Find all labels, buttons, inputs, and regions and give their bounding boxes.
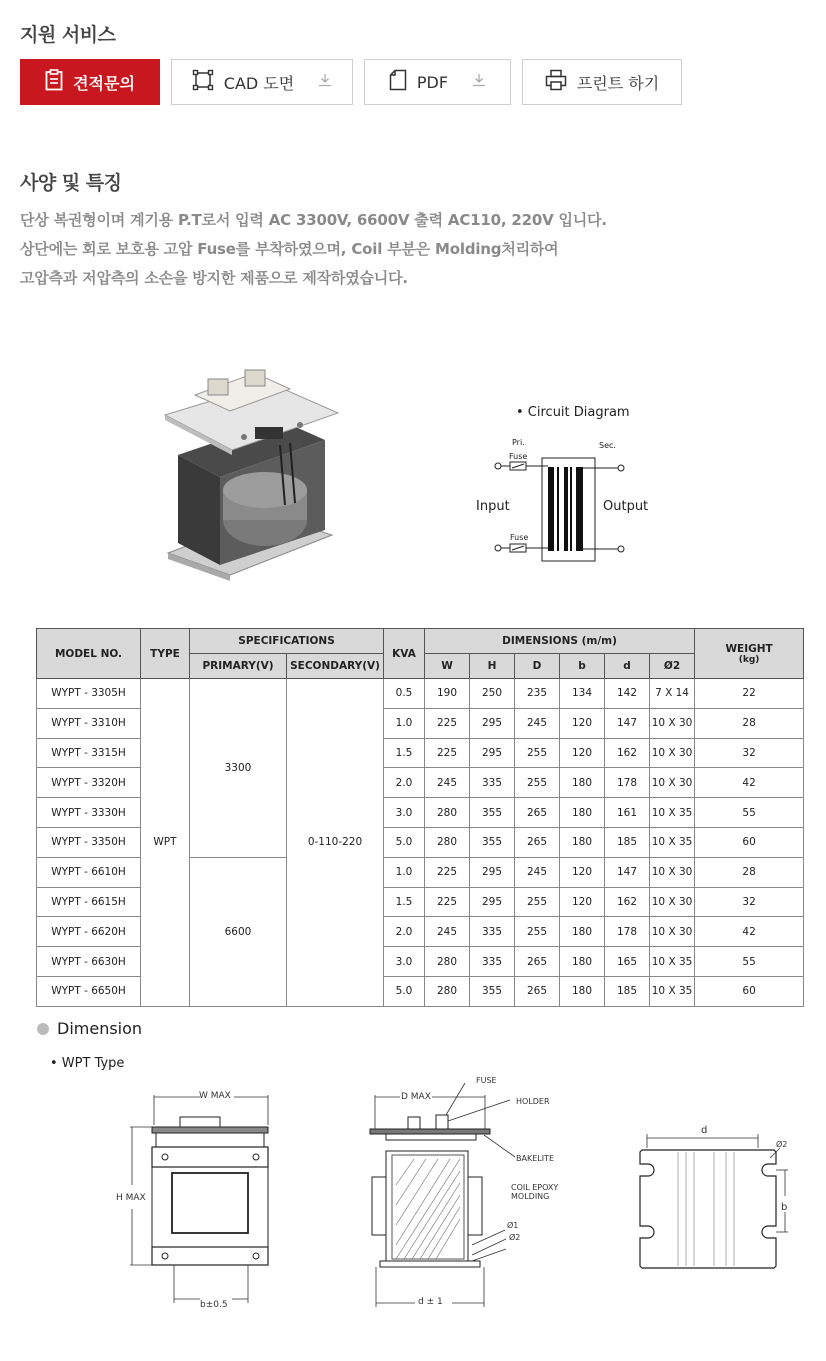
h-cell: 355 [470,827,515,857]
phi2-cell: 10 X 35 [650,976,695,1006]
features-title: 사양 및 특징 [20,172,122,194]
phi2-cell: 10 X 30 [650,887,695,917]
document-icon [389,69,407,95]
d-cell: 235 [515,679,560,709]
bullet-icon [37,1023,49,1035]
coil-epoxy-label: COIL EPOXY [511,1183,559,1192]
d-cell: 255 [515,768,560,798]
w-cell: 280 [425,798,470,828]
d-cell: 255 [515,917,560,947]
print-label: 프린트 하기 [576,73,660,93]
dimension-subtitle: • WPT Type [50,1056,125,1071]
model-cell: WYPT - 3315H [37,738,141,768]
d-max-label: D MAX [401,1092,431,1102]
d-small-cell: 161 [605,798,650,828]
secondary-cell: 0-110-220 [287,679,384,1007]
dimension-title: Dimension [57,1019,143,1038]
d-small-cell: 162 [605,738,650,768]
w-cell: 280 [425,947,470,977]
h-cell: 355 [470,976,515,1006]
weight-cell: 42 [695,917,804,947]
output-label: Output [603,499,649,514]
weight-cell: 28 [695,857,804,887]
phi2-cell: 10 X 30 [650,738,695,768]
w-cell: 245 [425,768,470,798]
d-tolerance-label: d ± 1 [418,1297,443,1307]
b-cell: 180 [560,768,605,798]
h-cell: 335 [470,917,515,947]
kva-cell: 1.0 [384,857,425,887]
d-small-cell: 147 [605,857,650,887]
transformer-product-image [160,365,340,590]
d-cell: 265 [515,976,560,1006]
side-view-drawing [360,1075,595,1315]
type-cell: WPT [141,679,190,1007]
fuse-label-bottom: Fuse [510,533,529,542]
model-cell: WYPT - 3350H [37,827,141,857]
b-cell: 180 [560,917,605,947]
quote-inquiry-button[interactable] [20,59,160,105]
weight-cell: 55 [695,947,804,977]
download-icon [318,73,332,91]
model-cell: WYPT - 3330H [37,798,141,828]
phi2-cell: 10 X 30 [650,708,695,738]
d-small-cell: 185 [605,827,650,857]
secondary-label: Sec. [599,441,616,450]
fuse-label-top: Fuse [509,452,528,461]
model-cell: WYPT - 6610H [37,857,141,887]
frame-icon [192,69,214,95]
header-w: W [425,654,470,679]
d-small-cell: 185 [605,976,650,1006]
holder-label: HOLDER [516,1097,550,1106]
phi2-cell: 7 X 14 [650,679,695,709]
model-cell: WYPT - 3305H [37,679,141,709]
specifications-table-body [37,679,804,1007]
d-small-cell: 178 [605,768,650,798]
model-cell: WYPT - 6620H [37,917,141,947]
d-small-cell: 178 [605,917,650,947]
b-cell: 120 [560,857,605,887]
fuse-label: FUSE [476,1076,497,1085]
d-small-cell: 147 [605,708,650,738]
phi2-cell: 10 X 30 [650,917,695,947]
phi2-label: Ø2 [509,1233,521,1242]
header-d-small: d [605,654,650,679]
pdf-label: PDF [416,72,449,92]
b-cell: 134 [560,679,605,709]
base-d-label: d [701,1125,708,1136]
h-cell: 250 [470,679,515,709]
d-cell: 245 [515,708,560,738]
cad-drawing-button[interactable] [171,59,353,105]
w-max-label: W MAX [199,1091,231,1101]
phi2-cell: 10 X 35 [650,798,695,828]
primary-cell: 6600 [190,857,287,1006]
header-secondary: SECONDARY(V) [287,654,384,679]
header-dimensions: DIMENSIONS (m/m) [425,629,695,654]
h-cell: 355 [470,798,515,828]
d-cell: 255 [515,887,560,917]
d-cell: 245 [515,857,560,887]
kva-cell: 1.5 [384,887,425,917]
kva-cell: 3.0 [384,947,425,977]
weight-cell: 42 [695,768,804,798]
phi2-cell: 10 X 30 [650,857,695,887]
features-description [20,206,607,293]
header-d: D [515,654,560,679]
phi2-cell: 10 X 30 [650,768,695,798]
printer-icon [545,69,567,95]
header-h: H [470,654,515,679]
b-cell: 180 [560,798,605,828]
w-cell: 190 [425,679,470,709]
weight-cell: 32 [695,738,804,768]
kva-cell: 2.0 [384,768,425,798]
h-cell: 295 [470,708,515,738]
pdf-button[interactable] [364,59,511,105]
d-small-cell: 165 [605,947,650,977]
header-specifications: SPECIFICATIONS [190,629,384,654]
h-cell: 335 [470,768,515,798]
header-kva: KVA [384,629,425,679]
features-line: 상단에는 회로 보호용 고압 Fuse를 부착하였으며, Coil 부분은 Molding처리하여 [20,240,559,258]
model-cell: WYPT - 6615H [37,887,141,917]
kva-cell: 1.0 [384,708,425,738]
header-phi2: Ø2 [650,654,695,679]
weight-cell: 28 [695,708,804,738]
w-cell: 280 [425,827,470,857]
d-cell: 255 [515,738,560,768]
primary-cell: 3300 [190,679,287,858]
weight-cell: 22 [695,679,804,709]
w-cell: 245 [425,917,470,947]
model-cell: WYPT - 6650H [37,976,141,1006]
w-cell: 225 [425,738,470,768]
base-b-label: b [781,1202,788,1213]
phi2-cell: 10 X 35 [650,827,695,857]
circuit-diagram [490,455,630,565]
header-model: MODEL NO. [37,629,141,679]
cad-drawing-label: CAD 도면 [223,73,295,93]
quote-inquiry-label: 견적문의 [73,73,135,93]
kva-cell: 1.5 [384,738,425,768]
base-plate-drawing [630,1130,800,1275]
specifications-table [36,628,804,1007]
model-cell: WYPT - 3320H [37,768,141,798]
header-primary: PRIMARY(V) [190,654,287,679]
header-weight [695,629,804,679]
clipboard-icon [45,69,63,95]
h-cell: 295 [470,738,515,768]
table-row [37,679,804,709]
base-phi2-label: Ø2 [776,1140,788,1149]
kva-cell: 5.0 [384,976,425,1006]
molding-label: MOLDING [511,1192,550,1201]
d-cell: 265 [515,827,560,857]
phi2-cell: 10 X 35 [650,947,695,977]
features-line: 고압측과 저압측의 소손을 방지한 제품으로 제작하였습니다. [20,269,408,287]
w-cell: 280 [425,976,470,1006]
kva-cell: 3.0 [384,798,425,828]
input-label: Input [476,499,510,514]
model-cell: WYPT - 3310H [37,708,141,738]
b-cell: 120 [560,887,605,917]
b-cell: 120 [560,738,605,768]
d-small-cell: 142 [605,679,650,709]
b-cell: 120 [560,708,605,738]
kva-cell: 2.0 [384,917,425,947]
weight-cell: 60 [695,827,804,857]
b-cell: 180 [560,947,605,977]
d-cell: 265 [515,947,560,977]
b-tolerance-label: b±0.5 [200,1300,228,1310]
d-small-cell: 162 [605,887,650,917]
d-cell: 265 [515,798,560,828]
kva-cell: 5.0 [384,827,425,857]
primary-label: Pri. [512,438,525,447]
download-icon [472,73,486,91]
kva-cell: 0.5 [384,679,425,709]
b-cell: 180 [560,976,605,1006]
model-cell: WYPT - 6630H [37,947,141,977]
weight-cell: 60 [695,976,804,1006]
h-cell: 295 [470,887,515,917]
header-weight-label: WEIGHT [725,642,773,655]
b-cell: 180 [560,827,605,857]
features-line: 단상 복권형이며 계기용 P.T로서 입력 AC 3300V, 6600V 출력 AC110, 220V 입니다. [20,211,607,229]
circuit-diagram-title: • Circuit Diagram [516,405,630,420]
header-weight-unit: (kg) [738,654,760,665]
support-title: 지원 서비스 [20,24,116,46]
weight-cell: 32 [695,887,804,917]
header-b: b [560,654,605,679]
print-button[interactable] [522,59,682,105]
bakelite-label: BAKELITE [516,1154,555,1163]
phi1-label: Ø1 [507,1221,519,1230]
w-cell: 225 [425,887,470,917]
w-cell: 225 [425,857,470,887]
h-cell: 335 [470,947,515,977]
h-cell: 295 [470,857,515,887]
weight-cell: 55 [695,798,804,828]
w-cell: 225 [425,708,470,738]
header-type: TYPE [141,629,190,679]
h-max-label: H MAX [116,1193,146,1203]
